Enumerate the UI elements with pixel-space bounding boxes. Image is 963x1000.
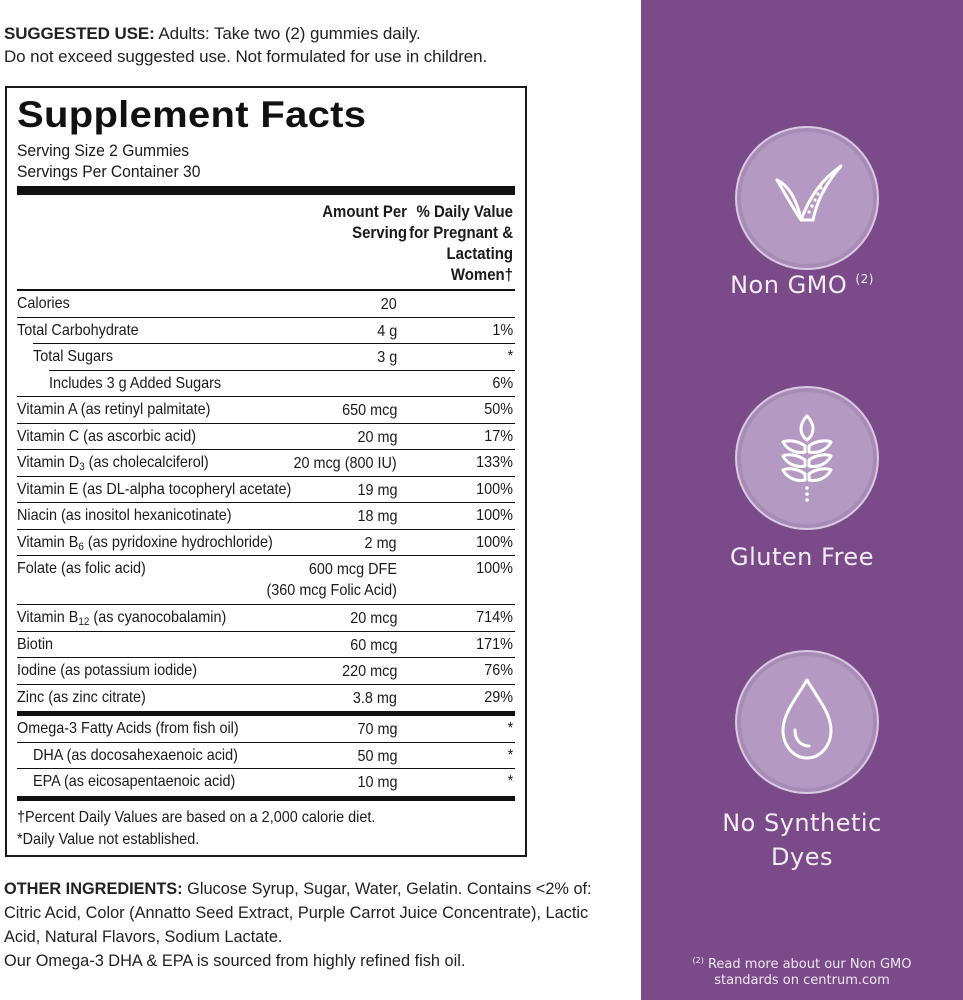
nutrient-amount-value: 20 mcg (800 IU) — [293, 455, 397, 472]
nutrient-name: Vitamin E (as DL-alpha tocopheryl acetate) — [17, 480, 292, 498]
nutrient-amount-value: 50 mg — [356, 747, 397, 765]
nutrient-name-part: Vitamin B — [17, 533, 79, 551]
no-dyes-line1: No Synthetic — [722, 809, 882, 837]
checkmark-leaf-icon — [737, 128, 877, 268]
header-daily-value: % Daily Value for Pregnant & Lactating Women† — [409, 202, 513, 284]
facts-row — [17, 344, 515, 371]
nutrient-name: EPA (as eicosapentaenoic acid) — [33, 773, 236, 790]
divider-bottom — [17, 796, 515, 801]
facts-row — [17, 769, 515, 796]
footnote-percent: †Percent Daily Values are based on a 2,000 calorie diet. — [17, 808, 376, 826]
nutrient-amount-value: 10 mg — [356, 774, 397, 791]
other-ingredients-line2: Citric Acid, Color (Annatto Seed Extract, Purple Carrot Juice Concentrate), Lactic — [4, 903, 589, 922]
nutrient-amount — [342, 658, 397, 682]
other-ingredients-text: Glucose Syrup, Sugar, Water, Gelatin. Contains <2% of: — [187, 879, 592, 898]
nutrient-name-part: (as cholecalciferol) — [84, 454, 209, 471]
no-synthetic-dyes-label — [641, 806, 963, 874]
nutrient-name: Total Carbohydrate — [17, 321, 139, 339]
nutrient-name: Biotin — [17, 635, 54, 653]
nutrient-amount — [377, 344, 397, 368]
servings-per-container: Servings Per Container 30 — [17, 162, 201, 181]
facts-row — [17, 658, 515, 685]
nutrient-amount — [381, 291, 397, 315]
note-line2: standards on centrum.com — [714, 973, 890, 988]
nutrient-daily-value: * — [507, 773, 513, 790]
nutrient-name — [17, 530, 273, 560]
nutrient-daily-value: 29% — [484, 688, 513, 706]
nutrient-amount-value: 2 mg — [364, 534, 397, 552]
nutrient-amount-value: 20 mcg — [349, 610, 397, 627]
facts-row — [17, 291, 515, 318]
droplet-icon — [737, 652, 877, 792]
nutrient-amount-value: 18 mg — [356, 508, 397, 525]
nutrient-daily-value: 6% — [492, 374, 513, 392]
nutrient-name: Vitamin A (as retinyl palmitate) — [17, 401, 211, 418]
nutrient-amount — [357, 769, 397, 793]
nutrient-amount — [350, 605, 397, 629]
facts-rows — [17, 291, 515, 796]
nutrient-name: Includes 3 g Added Sugars — [49, 374, 222, 392]
nutrient-amount-value: 20 — [380, 296, 397, 313]
nutrient-daily-value: 17% — [484, 427, 513, 445]
nutrient-daily-value: 171% — [476, 635, 513, 653]
wheat-icon — [737, 388, 877, 528]
facts-row — [17, 556, 515, 605]
nutrient-name: Total Sugars — [33, 348, 114, 365]
nutrient-name-part: (as pyridoxine hydrochloride) — [83, 533, 273, 551]
nutrient-amount — [357, 424, 397, 448]
header-amount: Amount Per Serving — [322, 202, 407, 242]
nutrient-amount — [357, 477, 397, 501]
claims-panel — [641, 0, 963, 1000]
nutrient-daily-value: 100% — [476, 480, 513, 498]
note-line1: Read more about our Non GMO — [707, 957, 912, 972]
other-ingredients-line4: Our Omega-3 DHA & EPA is sourced from highly refined fish oil. — [4, 951, 466, 970]
nutrient-name-subscript: 6 — [78, 540, 84, 553]
suggested-use — [4, 22, 624, 68]
nutrient-amount-value: 3.8 mg — [352, 689, 397, 707]
gluten-free-label: Gluten Free — [730, 543, 874, 571]
divider-thick — [17, 186, 515, 195]
facts-row — [17, 397, 515, 424]
facts-title: Supplement Facts — [17, 94, 367, 135]
no-dyes-line2: Dyes — [771, 843, 833, 871]
nutrient-amount — [350, 632, 397, 656]
suggested-use-label: SUGGESTED USE: — [4, 24, 155, 43]
no-synthetic-dyes-badge — [735, 650, 879, 794]
nutrient-name: Iodine (as potassium iodide) — [17, 662, 198, 679]
nutrient-amount — [365, 530, 397, 554]
non-gmo-text: Non GMO — [730, 271, 848, 299]
nutrient-amount-value: 70 mg — [356, 721, 397, 738]
nutrient-name: Omega-3 Fatty Acids (from fish oil) — [17, 720, 239, 737]
facts-row — [17, 477, 515, 504]
nutrient-amount — [357, 743, 397, 767]
facts-row — [17, 530, 515, 557]
nutrient-name-subscript: 12 — [78, 616, 90, 628]
nutrient-amount — [353, 685, 397, 709]
facts-row — [17, 605, 515, 632]
nutrient-amount — [357, 716, 397, 740]
nutrient-daily-value: 76% — [484, 662, 513, 679]
nutrient-amount — [267, 556, 397, 601]
nutrient-name-part: (as cyanocobalamin) — [89, 609, 227, 626]
nutrient-name-part: Vitamin D — [17, 454, 80, 471]
supplement-facts-box — [5, 86, 527, 857]
nutrient-amount-detail: (360 mcg Folic Acid) — [266, 582, 397, 599]
nutrient-name: Niacin (as inositol hexanicotinate) — [17, 507, 232, 524]
nutrient-name: Calories — [17, 295, 70, 312]
facts-row — [17, 450, 515, 477]
facts-row — [17, 743, 515, 770]
nutrient-name: DHA (as docosahexaenoic acid) — [33, 746, 238, 764]
nutrient-daily-value: 133% — [476, 454, 513, 471]
nutrient-amount-value: 4 g — [376, 322, 397, 340]
nutrient-name — [17, 450, 209, 480]
facts-row — [17, 716, 515, 743]
nutrient-amount-value: 60 mcg — [349, 636, 397, 654]
note-ref: (2) — [692, 956, 704, 965]
facts-row — [17, 503, 515, 530]
nutrient-name-part: Vitamin B — [17, 609, 79, 626]
nutrient-daily-value: 100% — [476, 533, 513, 551]
non-gmo-note — [641, 953, 963, 989]
non-gmo-badge — [735, 126, 879, 270]
suggested-use-line1: Adults: Take two (2) gummies daily. — [158, 24, 421, 43]
nutrient-amount-value: 19 mg — [356, 481, 397, 499]
nutrient-amount-value: 3 g — [376, 349, 397, 366]
nutrient-amount-value: 650 mcg — [341, 402, 397, 419]
gluten-free-badge — [735, 386, 879, 530]
suggested-use-line2: Do not exceed suggested use. Not formulated for use in children. — [4, 47, 488, 66]
other-ingredients-line3: Acid, Natural Flavors, Sodium Lactate. — [4, 927, 283, 946]
nutrient-amount-value: 220 mcg — [341, 663, 397, 680]
nutrient-amount — [342, 397, 397, 421]
serving-size: Serving Size 2 Gummies — [17, 141, 190, 160]
nutrient-daily-value: 100% — [476, 560, 513, 577]
non-gmo-label — [641, 262, 963, 302]
footnote-dv: *Daily Value not established. — [17, 830, 200, 848]
nutrient-name-subscript: 3 — [79, 461, 85, 473]
nutrient-amount — [294, 450, 397, 474]
other-ingredients — [4, 877, 609, 973]
nutrient-amount — [377, 318, 397, 342]
facts-header — [17, 195, 515, 291]
facts-row — [17, 424, 515, 451]
nutrient-name: Folate (as folic acid) — [17, 560, 146, 577]
nutrient-name: Vitamin C (as ascorbic acid) — [17, 427, 197, 445]
nutrient-daily-value: * — [507, 746, 513, 764]
nutrient-name — [17, 605, 226, 635]
non-gmo-ref: (2) — [855, 272, 874, 286]
facts-row — [17, 632, 515, 659]
nutrient-amount-value: 20 mg — [356, 428, 397, 446]
nutrient-daily-value: 100% — [476, 507, 513, 524]
nutrient-daily-value: 714% — [476, 609, 513, 626]
other-ingredients-label: OTHER INGREDIENTS: — [4, 879, 183, 898]
nutrient-amount — [357, 503, 397, 527]
nutrient-daily-value: * — [507, 348, 513, 365]
facts-row — [17, 685, 515, 712]
nutrient-amount-value: 600 mcg DFE — [308, 561, 397, 578]
nutrient-name: Zinc (as zinc citrate) — [17, 688, 146, 706]
facts-row — [17, 318, 515, 345]
facts-row — [17, 371, 515, 398]
nutrient-daily-value: * — [507, 720, 513, 737]
nutrient-daily-value: 50% — [484, 401, 513, 418]
nutrient-daily-value: 1% — [492, 321, 513, 339]
